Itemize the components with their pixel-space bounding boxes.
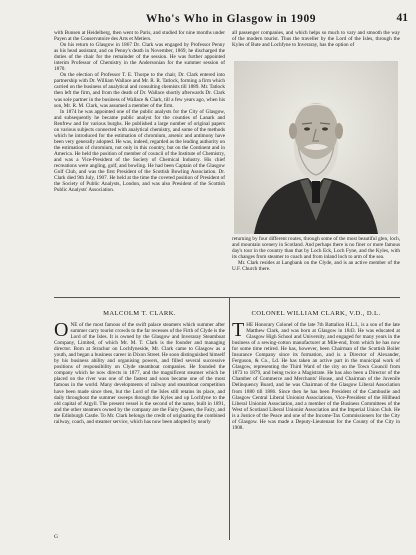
paragraph: On the election of Professor T. E. Thorpe to the chair, Dr. Clark entered into partnership with Dr. William Wallace and Mr. R. R. Tatlock, forming a firm which carried on the business of analytical and consulting chemists till 1889. Mr. Tatlock then left the firm, and from the death of Dr. Wallace shortly afterwards Dr. Clark was sole partner in the business of Wallace & Clark, till a few years ago, when his son, Mr. R. M. Clark, was assumed a member of the firm. <box>54 72 225 109</box>
paragraph: On his return to Glasgow in 1867 Dr. Clark was engaged by Professor Penny as his head assistant, and on Penny's death in November, 1869, he discharged the duties of the chair for the remainder of the session. He was further appointed interim Professor of Chemistry in the Andersonian for the summer session of 1870. <box>54 42 225 73</box>
right-column-upper-text <box>232 30 400 48</box>
horizontal-divider <box>54 297 400 298</box>
paragraph-text: HE Honorary Colonel of the late 7th Battalion H.L.I., is a son of the late Matthew Clark, and was born at Glasgow in 1843. He was educated at Glasgow High School and University, and engaged for many years in the business of a sewing-cotton manufacturer at Mile-end, from which he has now for some time retired. He has, however, been Chairman of the Scottish Boiler Insurance Company since its formation, and is a Director of Alexander, Ferguson, & Co., Ld. He has taken an active part in the municipal work of Glasgow, representing the Third Ward of the city on the Town Council from 1873 to 1879, and being twice a Magistrate. He has also been a Director of the Chamber of Commerce and Merchants' House, and Chairman of the Juvenile Delinquency Board, and he was Chairman of the Glasgow Liberal Association from 1880 till 1886. Since then he has been President of the Cambuslie and Glasgow Central Liberal Unionist Associations, Vice-President of the Hillhead Liberal Unionist Association, and a member of the Business Committees of the West of Scotland Liberal Unionist Association and the Imperial Union Club. He is a Justice of the Peace and one of the Income-Tax Commissioners for the City of Glasgow. He was made a Deputy-Lieutenant for the County of the City in 1908. <box>232 322 400 431</box>
drop-cap: T <box>232 319 245 341</box>
paragraph <box>54 319 225 425</box>
paragraph: Mr. Clark resides at Langbank on the Clyde, and is an active member of the U.F. Church there. <box>232 260 400 273</box>
left-column-upper-text <box>54 30 225 193</box>
paragraph: returning by four different routes, through some of the most beautiful glen, loch, and mountain scenery in Scotland. And perhaps there is no finer or more famous day's tour in the country than that by Loch Eck, Loch Fyne, and the Kyles, with its changes from steamer to coach and from inland loch to arm of the sea. <box>232 236 400 261</box>
paragraph-text: NE of the most famous of the swift palace steamers which summer after summer carry tourist crowds to the far recesses of the Firth of Clyde is the Lord of the Isles. It is owned by the Glasgow and Inveraray Steamboat Company, Limited, of which Mr. M. T. Clark is the founder and managing director. Born at Strachur on Lochfyneside, Mr. Clark came to Glasgow as a youth, and began a business career in Dixon Street. He soon distinguished himself by his business ability and organising powers, and filled several successive positions of responsibility on Clyde steamboat companies. He founded the company which he now directs in 1877, and the magnificent steamer which he placed on the river was one of the fastest and soon became one of the most famous in the world. Many developments of railway and steamboat competition have been made since then, but the Lord of the Isles still retains its place, and daily throughout the summer sweeps through the Kyles and up Lochfyne to the old capital of Argyll. The present vessel is the second of the name, built in 1891, and the other steamers owned by the company are the Fairy Queen, the Fairy, and the Edinburgh Castle. To Mr. Clark belongs the credit of originating the combined railway, coach, and steamer service, which has now been adopted by nearly <box>54 322 225 425</box>
drop-cap: O <box>54 319 69 341</box>
printer-signature: G <box>54 534 58 540</box>
paragraph: with Bunsen at Heidelberg, then went to Paris, and studied for nine months under Payen at the Conservatoire des Arts et Metiers. <box>54 30 225 43</box>
portrait-photograph <box>234 61 398 234</box>
right-column-middle-text <box>232 236 400 272</box>
running-title: Who's Who in Glasgow in 1909 <box>145 13 317 25</box>
paragraph: all passenger companies, and which helps so much to vary and smooth the way of the modern tourist. Thus the traveller by the Lord of the Isles, through the Kyles of Bute and Lochfyne to Inveraray, has the option of <box>232 30 400 49</box>
section-title-william-clark: COLONEL WILLIAM CLARK, V.D., D.L. <box>251 310 381 317</box>
section-title-malcolm-clark: MALCOLM T. CLARK. <box>103 310 176 317</box>
biography-william-clark <box>232 319 400 431</box>
column-divider <box>229 297 230 540</box>
paragraph <box>232 319 400 431</box>
paragraph: In 1874 he was appointed one of the public analysts for the City of Glasgow, and subsequently he became public analyst for the counties of Lanark and Renfrew and for various burghs. He published a large number of original papers on various subjects connected with analytical chemistry, and some of the methods which he introduced for the estimation of chromium, arsenic and antimony have been very generally adopted. He was, indeed, regarded as the leading authority on the estimation of chromium, not only in this country, but on the Continent and in America. He held the position of member of council of the Institute of Chemistry, and was a Vice-President of the Society of Chemical Industry. His chief recreations were angling, golf, and bowling. He had been Captain of the Glasgow Golf Club, and was the first President of the Scottish Bowling Association. Dr. Clark died 9th July, 1907. He held at the time the coveted position of President of the Society of Public Analysts, London, and was also President of the Scottish Public Analysts' Association. <box>54 108 225 194</box>
biography-malcolm-clark <box>54 319 225 425</box>
portrait-engraving-icon <box>234 61 398 234</box>
page-number: 41 <box>396 12 408 24</box>
running-head <box>54 13 408 27</box>
